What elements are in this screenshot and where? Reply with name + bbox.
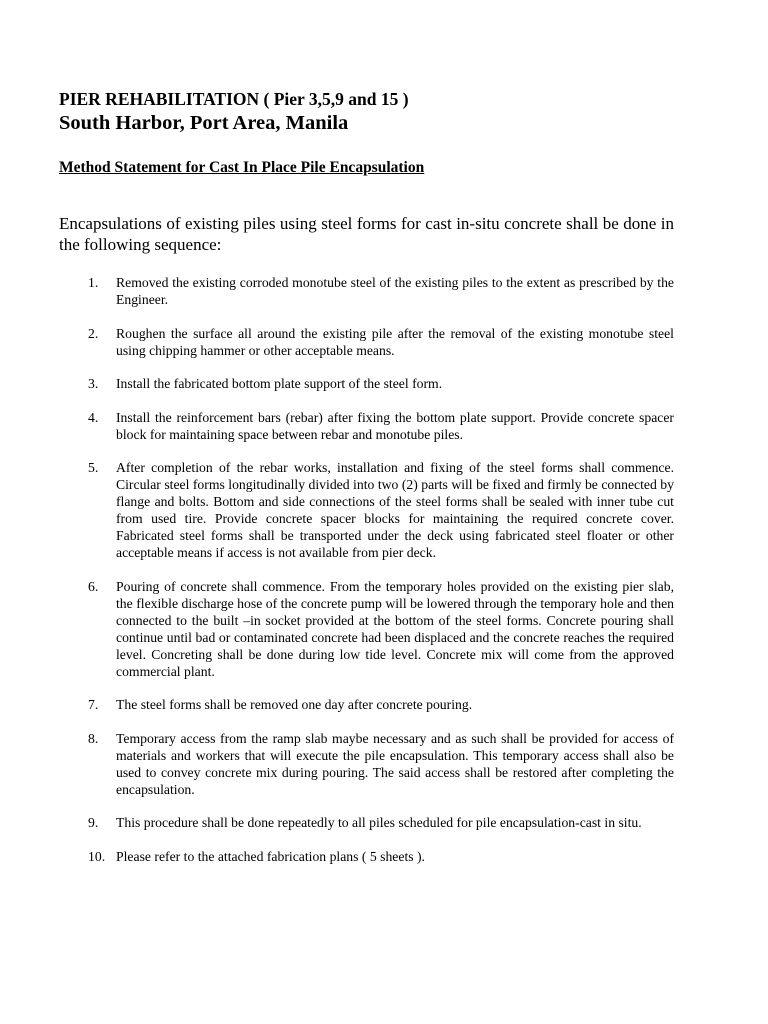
list-item [81, 578, 674, 680]
project-location: South Harbor, Port Area, Manila [59, 112, 349, 134]
step-text: Roughen the surface all around the existing pile after the removal of the existing monotube steel using chipping hammer or other acceptable means. [116, 325, 674, 358]
step-number: 10. [88, 848, 106, 864]
list-item [81, 274, 674, 308]
list-item [81, 848, 674, 865]
list-item [81, 814, 674, 831]
step-number: 5. [88, 460, 99, 475]
list-item [81, 375, 674, 392]
intro-paragraph: Encapsulations of existing piles using steel forms for cast in-situ concrete shall be done in the following sequence: [59, 214, 674, 254]
document-subtitle: Method Statement for Cast In Place Pile Encapsulation [59, 159, 425, 176]
project-title: PIER REHABILITATION ( Pier 3,5,9 and 15 ) [59, 89, 409, 109]
list-item [81, 730, 674, 798]
step-number: 8. [88, 730, 99, 746]
step-number: 2. [88, 325, 99, 341]
step-number: 7. [88, 697, 99, 712]
step-text: This procedure shall be done repeatedly to all piles scheduled for pile encapsulation-cast in situ. [116, 815, 642, 830]
list-item [81, 409, 674, 443]
step-text: The steel forms shall be removed one day after concrete pouring. [116, 697, 473, 712]
step-text: After completion of the rebar works, installation and fixing of the steel forms shall commence. Circular steel forms longitudinally divided into two (2) parts will be fixed and firmly be connected by flange and bolts. Bottom and side connections of the steel forms shall be sealed with inner tube cut from used tire. Provide concrete spacer blocks for maintaining the required concrete cover. Fabricated steel forms shall be transported under the deck using fabricated steel floater or other acceptable means if access is not available from pier deck. [116, 460, 674, 560]
step-number: 6. [88, 578, 99, 594]
step-text: Pouring of concrete shall commence. From the temporary holes provided on the existing pier slab, the flexible discharge hose of the concrete pump will be lowered through the temporary hole and then connected to the built –in socket provided at the bottom of the steel forms. Concrete pouring shall continue until bad or contaminated concrete had been displaced and the concrete reaches the required level. Concreting shall be done during low tide level. Concrete mix will come from the approved commercial plant. [116, 578, 674, 679]
list-item [81, 459, 674, 561]
step-text: Install the reinforcement bars (rebar) after fixing the bottom plate support. Provide concrete spacer block for maintaining space between rebar and monotube piles. [116, 409, 674, 442]
step-number: 4. [88, 409, 99, 425]
steps-list [59, 274, 674, 865]
step-text: Temporary access from the ramp slab maybe necessary and as such shall be provided for access of materials and workers that will execute the pile encapsulation. This temporary access shall also be used to convey concrete mix during pouring. The said access shall be restored after completing the encapsulation. [116, 730, 674, 797]
step-number: 3. [88, 376, 99, 391]
step-text: Install the fabricated bottom plate support of the steel form. [116, 376, 443, 391]
list-item [81, 325, 674, 359]
list-item [81, 696, 674, 713]
document-page [59, 88, 674, 881]
step-number: 1. [88, 275, 99, 290]
step-number: 9. [88, 815, 99, 830]
step-text: Removed the existing corroded monotube steel of the existing piles to the extent as prescribed by the Engineer. [116, 275, 674, 307]
step-text: Please refer to the attached fabrication plans ( 5 sheets ). [116, 848, 425, 864]
